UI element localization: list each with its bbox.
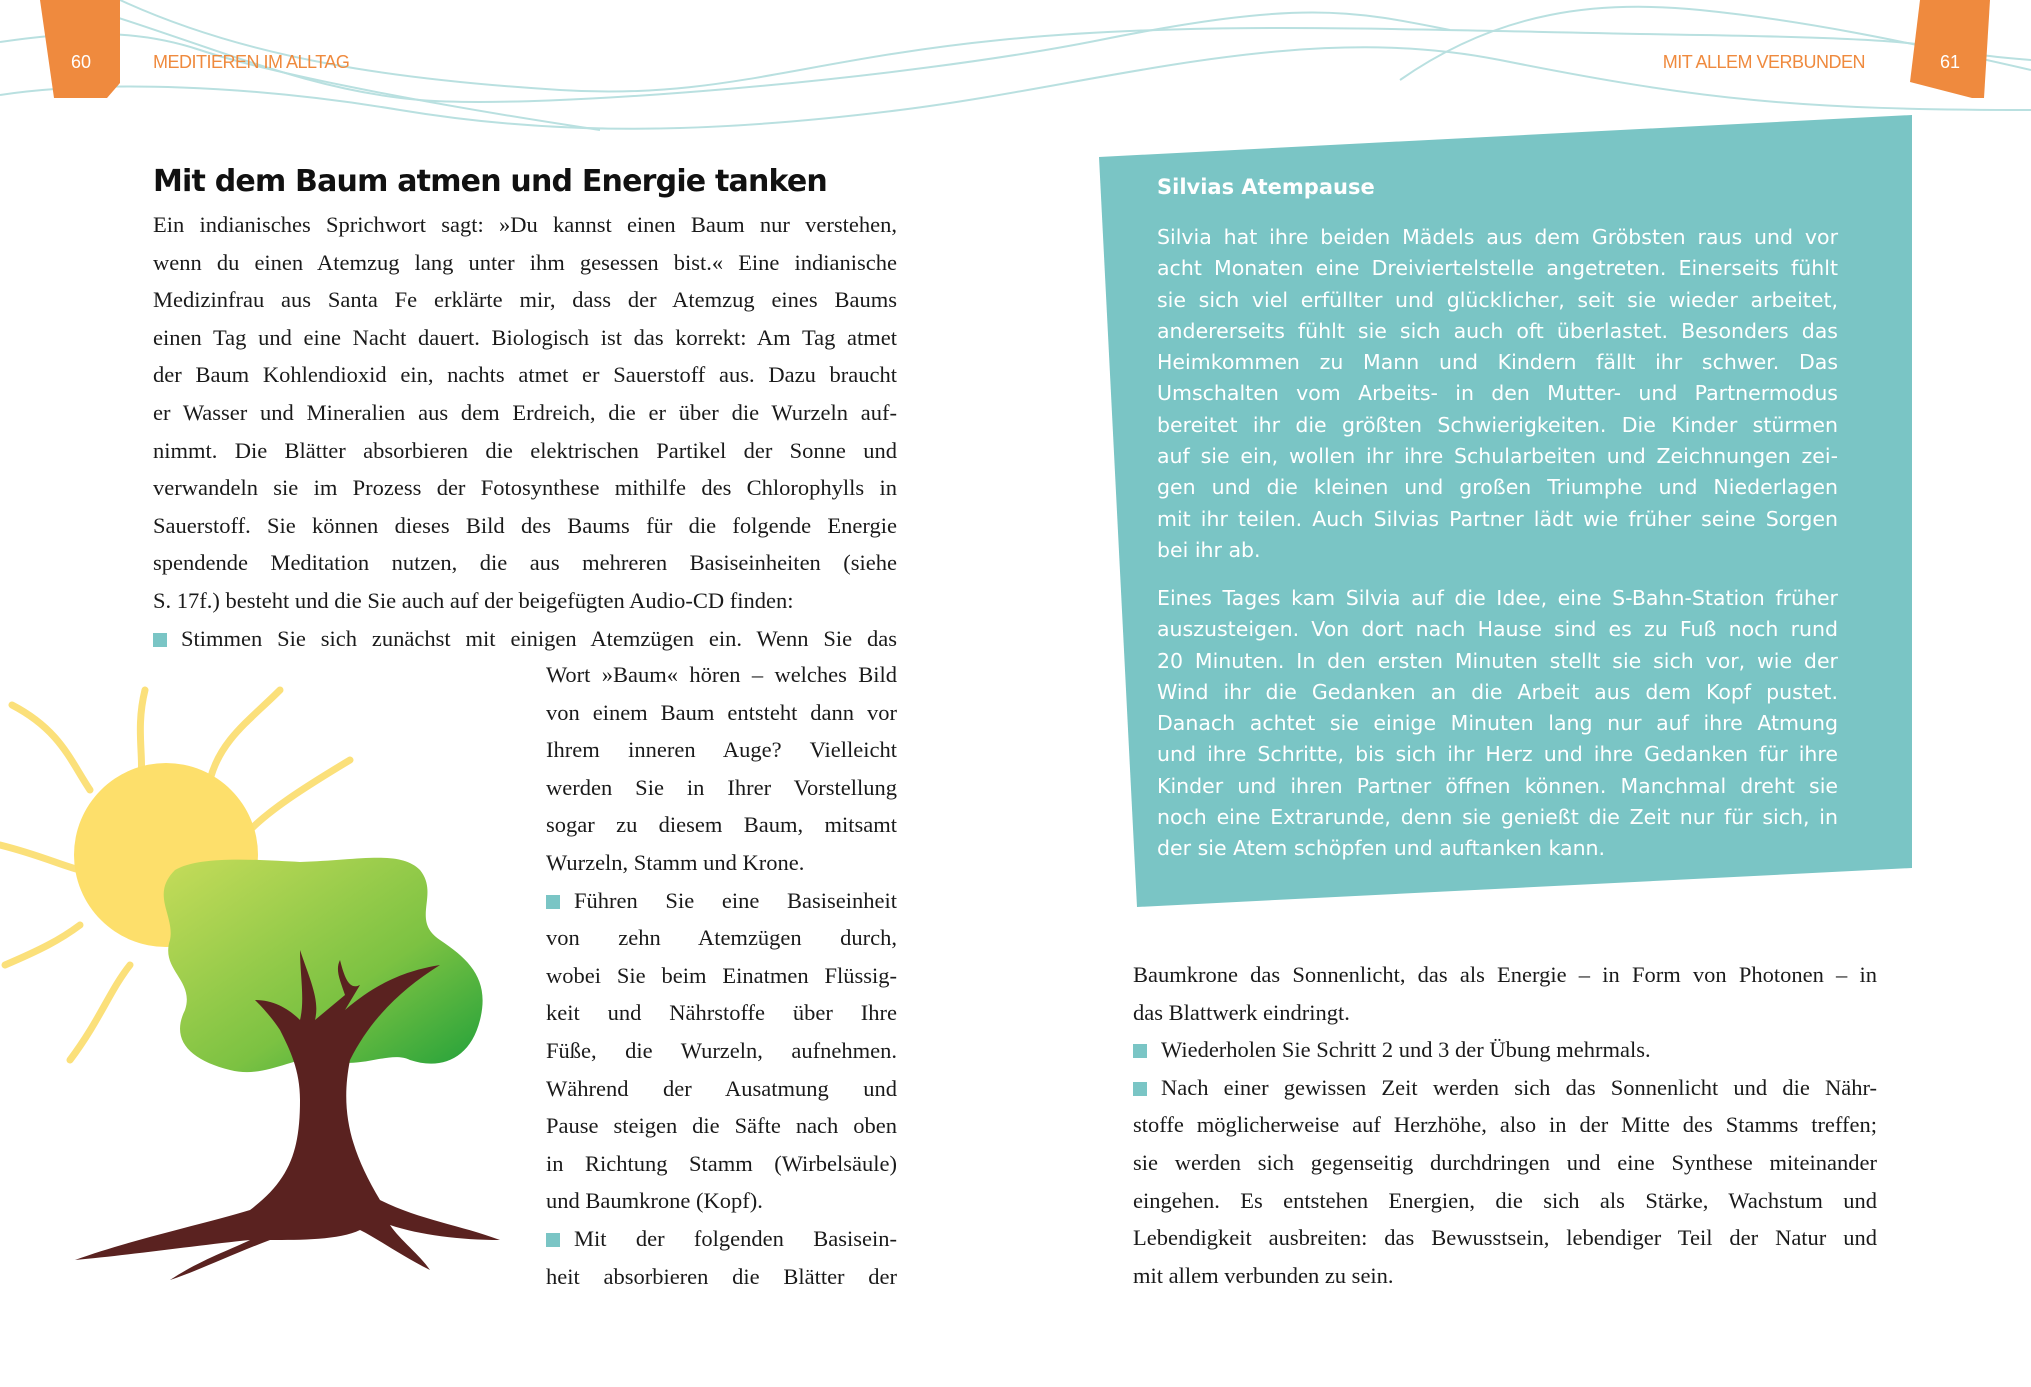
line-text: Danach achtet sie einige Minuten lang nur auf ihre Atmung	[1157, 711, 1838, 736]
right-running-title: MIT ALLEM VERBUNDEN	[1662, 52, 1865, 72]
line-text: auszusteigen. Von dort nach Hause sind es zu Fuß noch rund	[1157, 617, 1838, 642]
text-line	[546, 806, 897, 844]
sun-and-tree-illustration	[0, 680, 520, 1280]
text-line	[1157, 677, 1838, 708]
line-text: Eines Tages kam Silvia auf die Idee, eine S-Bahn-Station früher	[1157, 586, 1838, 610]
left-page-number: 60	[71, 52, 92, 72]
text-line	[1133, 1219, 1877, 1257]
text-line	[546, 656, 897, 694]
line-text: Silvia hat ihre beiden Mädels aus dem Gröbsten raus und vor	[1157, 225, 1838, 249]
line-text: acht Monaten eine Dreiviertelstelle angetreten. Einerseits fühlt	[1157, 256, 1838, 281]
text-line	[1157, 316, 1838, 347]
text-line	[1133, 956, 1877, 994]
line-text: sie sich viel erfüllter und glücklicher, seit sie wieder arbeitet,	[1157, 287, 1838, 312]
text-line	[1157, 504, 1838, 535]
text-line	[1157, 472, 1838, 503]
text-line	[1157, 253, 1838, 284]
line-text: einen Tag und eine Nacht dauert. Biologisch ist das korrekt: Am Tag atmet	[153, 324, 897, 350]
line-text: in Richtung Stamm (Wirbelsäule)	[546, 1150, 897, 1176]
line-text: Sauerstoff. Sie können dieses Bild des Baums für die folgende Energie	[153, 512, 897, 538]
text-line	[1157, 378, 1838, 409]
text-line	[546, 919, 897, 957]
line-text: werden Sie in Ihrer Vorstellung	[546, 774, 897, 800]
text-line	[546, 844, 897, 882]
line-text: von zehn Atemzügen durch,	[546, 925, 897, 951]
right-body-text	[1133, 956, 1877, 1294]
teal-bullet-icon	[153, 633, 167, 647]
line-text: S. 17f.) besteht und die Sie auch auf der beigefügten Audio-CD finden:	[153, 587, 794, 613]
teal-bullet-icon	[1133, 1044, 1147, 1058]
text-line	[153, 244, 897, 282]
line-text: Füße, die Wurzeln, aufnehmen.	[546, 1037, 897, 1063]
text-line	[546, 769, 897, 807]
line-text: andererseits fühlt sie sich auch oft überlastet. Besonders das	[1157, 318, 1838, 343]
text-line	[1133, 1144, 1877, 1182]
line-text: Wiederholen Sie Schritt 2 und 3 der Übung mehrmals.	[1161, 1037, 1651, 1063]
line-text: nimmt. Die Blätter absorbieren die elektrischen Partikel der Sonne und	[153, 437, 897, 463]
line-text: Stimmen Sie sich zunächst mit einigen Atemzügen ein. Wenn Sie das	[181, 625, 897, 651]
line-text: bei ihr ab.	[1157, 537, 1261, 562]
line-text: wenn du einen Atemzug lang unter ihm gesessen bist.« Eine indianische	[153, 249, 897, 275]
text-line	[1157, 583, 1838, 614]
text-line	[1133, 1031, 1877, 1069]
line-text: mit ihr teilen. Auch Silvias Partner lädt wie früher seine Sorgen	[1157, 506, 1838, 531]
line-text: und ihre Schritte, bis sich ihr Herz und ihre Gedanken für ihre	[1157, 742, 1838, 767]
text-line	[153, 319, 897, 357]
text-line	[153, 582, 897, 620]
text-line	[546, 731, 897, 769]
line-text: Umschalten vom Arbeits- in den Mutter- und Partnermodus	[1157, 381, 1838, 406]
text-line	[1157, 771, 1838, 802]
left-running-title: MEDITIEREN IM ALLTAG	[153, 52, 350, 72]
text-line	[153, 281, 897, 319]
line-text: Führen Sie eine Basiseinheit	[574, 887, 897, 913]
text-line	[546, 1182, 897, 1220]
line-text: von einem Baum entsteht dann vor	[546, 699, 897, 725]
text-line	[153, 544, 897, 582]
text-line	[546, 882, 897, 920]
info-box-paragraph-2	[1157, 583, 1838, 865]
right-page-number: 61	[1940, 52, 1961, 72]
line-text: Ihrem inneren Auge? Vielleicht	[546, 737, 897, 763]
line-text: Während der Ausatmung und	[546, 1075, 897, 1101]
line-text: der sie Atem schöpfen und auftanken kann.	[1157, 836, 1606, 861]
text-line	[546, 1107, 897, 1145]
left-page-tab	[40, 0, 122, 100]
teal-bullet-icon	[546, 1233, 560, 1247]
text-line	[1157, 535, 1838, 566]
text-line	[546, 694, 897, 732]
text-line	[1157, 802, 1838, 833]
line-text: Wort »Baum« hören – welches Bild	[546, 662, 897, 687]
info-box-paragraph-1	[1157, 222, 1838, 566]
line-text: heit absorbieren die Blätter der	[546, 1263, 897, 1289]
line-text: das Blattwerk eindringt.	[1133, 999, 1350, 1025]
text-line	[546, 994, 897, 1032]
line-text: verwandeln sie im Prozess der Fotosynthese mithilfe des Chlorophylls in	[153, 475, 897, 501]
text-line	[153, 356, 897, 394]
text-line	[153, 206, 897, 244]
text-line	[546, 1220, 897, 1258]
text-line	[1157, 285, 1838, 316]
line-text: und Baumkrone (Kopf).	[546, 1188, 763, 1214]
text-line	[153, 469, 897, 507]
line-text: Nach einer gewissen Zeit werden sich das Sonnenlicht und die Nähr-	[1161, 1074, 1877, 1100]
line-text: Heimkommen zu Mann und Kindern fällt ihr schwer. Das	[1157, 350, 1838, 375]
line-text: Kinder und ihren Partner öffnen können. Manchmal dreht sie	[1157, 773, 1838, 798]
line-text: 20 Minuten. In den ersten Minuten stellt sie sich vor, wie der	[1157, 648, 1838, 673]
line-text: Wind ihr die Gedanken an die Arbeit aus dem Kopf pustet.	[1157, 679, 1838, 704]
line-text: spendende Meditation nutzen, die aus mehreren Basiseinheiten (siehe	[153, 550, 897, 576]
text-line	[1157, 739, 1838, 770]
line-text: stoffe möglicherweise auf Herzhöhe, also in der Mitte des Stamms treffen;	[1133, 1112, 1877, 1138]
line-text: mit allem verbunden zu sein.	[1133, 1262, 1394, 1288]
line-text: eingehen. Es entstehen Energien, die sich als Stärke, Wachstum und	[1133, 1187, 1877, 1213]
text-line	[1157, 833, 1838, 864]
text-line	[1133, 1106, 1877, 1144]
text-line	[1157, 708, 1838, 739]
text-line	[153, 432, 897, 470]
text-line	[1157, 614, 1838, 645]
teal-bullet-icon	[1133, 1082, 1147, 1096]
text-line	[546, 1145, 897, 1183]
line-text: sogar zu diesem Baum, mitsamt	[546, 812, 897, 838]
line-text: Pause steigen die Säfte nach oben	[546, 1113, 897, 1139]
line-text: der Baum Kohlendioxid ein, nachts atmet er Sauerstoff aus. Dazu braucht	[153, 362, 897, 388]
text-line	[1157, 410, 1838, 441]
line-text: Wurzeln, Stamm und Krone.	[546, 849, 805, 875]
text-line	[1133, 1069, 1877, 1107]
text-line	[546, 957, 897, 995]
right-page-tab	[1910, 0, 1992, 100]
text-line	[153, 620, 897, 658]
line-text: Lebendigkeit ausbreiten: das Bewusstsein, lebendiger Teil der Natur und	[1133, 1225, 1877, 1251]
text-line	[546, 1032, 897, 1070]
line-text: Medizinfrau aus Santa Fe erklärte mir, dass der Atemzug eines Baums	[153, 287, 897, 313]
text-line	[1133, 1257, 1877, 1295]
text-line	[1157, 646, 1838, 677]
line-text: noch eine Extrarunde, denn sie genießt die Zeit nur für sich, in	[1157, 805, 1838, 830]
section-title: Mit dem Baum atmen und Energie tanken	[153, 164, 827, 199]
line-text: wobei Sie beim Einatmen Flüssig-	[546, 962, 897, 988]
line-text: auf sie ein, wollen ihr ihre Schularbeiten und Zeichnungen zei-	[1157, 444, 1838, 469]
text-line	[1157, 441, 1838, 472]
text-line	[1133, 994, 1877, 1032]
line-text: keit und Nährstoffe über Ihre	[546, 1000, 897, 1026]
line-text: Baumkrone das Sonnenlicht, das als Energie – in Form von Photonen – in	[1133, 962, 1877, 987]
info-box-title: Silvias Atempause	[1157, 175, 1375, 199]
teal-bullet-icon	[546, 895, 560, 909]
left-narrow-column	[546, 656, 897, 1295]
left-body-text	[153, 206, 897, 657]
text-line	[546, 1070, 897, 1108]
text-line	[1157, 347, 1838, 378]
line-text: gen und die kleinen und großen Triumphe und Niederlagen	[1157, 475, 1838, 500]
line-text: er Wasser und Mineralien aus dem Erdreich, die er über die Wurzeln auf-	[153, 399, 897, 425]
text-line	[153, 507, 897, 545]
line-text: Mit der folgenden Basisein-	[574, 1225, 897, 1251]
line-text: Ein indianisches Sprichwort sagt: »Du kannst einen Baum nur verstehen,	[153, 212, 897, 237]
text-line	[546, 1258, 897, 1296]
text-line	[1157, 222, 1838, 253]
line-text: sie werden sich gegenseitig durchdringen und eine Synthese miteinander	[1133, 1149, 1877, 1175]
text-line	[153, 394, 897, 432]
text-line	[1133, 1182, 1877, 1220]
line-text: bereitet ihr die größten Schwierigkeiten. Die Kinder stürmen	[1157, 412, 1838, 437]
